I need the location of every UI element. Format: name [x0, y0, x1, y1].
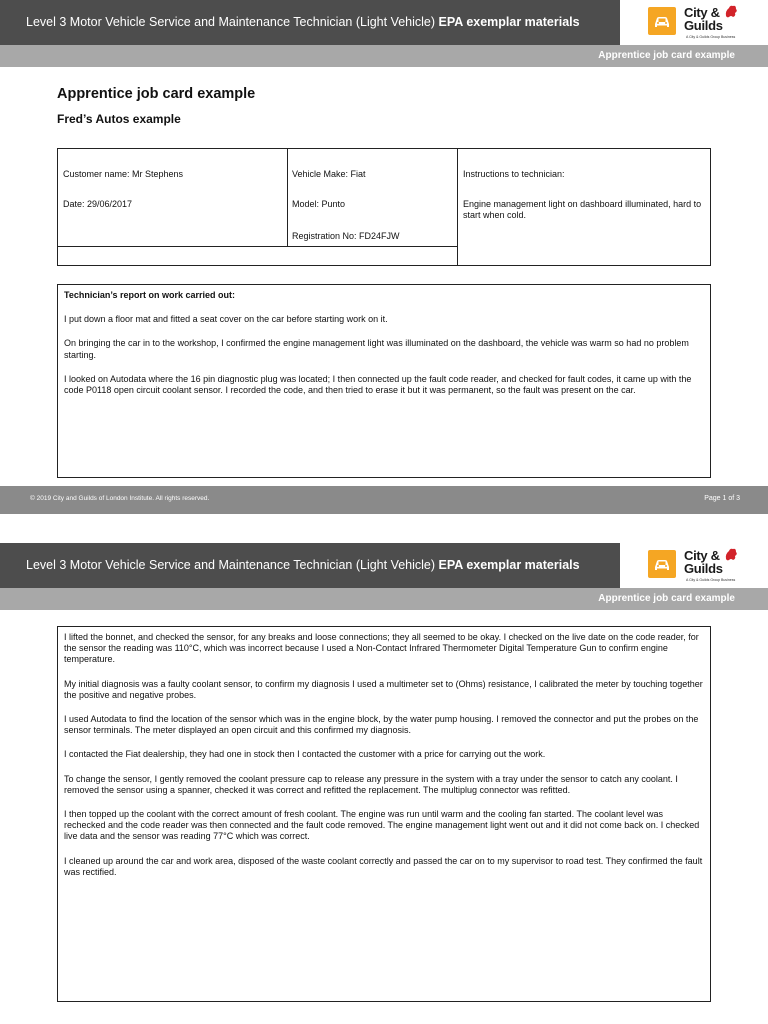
- car-icon: [648, 550, 676, 578]
- instructions-label: Instructions to technician:: [463, 169, 565, 179]
- page2-subbar: [0, 588, 768, 610]
- subbar-label: Apprentice job card example: [598, 50, 735, 61]
- logo-wordmark: City & Guilds: [684, 5, 723, 33]
- report-paragraph: I cleaned up around the car and work area, disposed of the waste coolant correctly and passed the car on to my supervisor to road test. They confirmed the fault was rectified.: [64, 855, 703, 877]
- page-number: Page 1 of 3: [704, 495, 740, 502]
- report-label: Technician’s report on work carried out:: [64, 290, 236, 300]
- city-guilds-logo: [620, 543, 768, 588]
- header-title: Level 3 Motor Vehicle Service and Maintenance Technician (Light Vehicle) EPA exemplar materials: [26, 15, 580, 29]
- report-paragraph: I used Autodata to find the location of the sensor which was in the engine block, by the water pump housing. I removed the connector and put the probes on the sensor terminals. The meter displayed an open circuit and this confirmed my diagnosis.: [64, 714, 699, 736]
- job-date: Date: 29/06/2017: [63, 199, 133, 209]
- customer-name: Customer name: Mr Stephens: [63, 169, 184, 179]
- subbar-label: Apprentice job card example: [598, 593, 735, 604]
- page-subtitle: Fred’s Autos example: [57, 112, 181, 126]
- vehicle-make: Vehicle Make: Fiat: [292, 169, 366, 179]
- logo-wordmark: City & Guilds: [684, 548, 723, 576]
- registration-number: Registration No: FD24FJW: [292, 231, 400, 241]
- report-paragraph: To change the sensor, I gently removed the coolant pressure cap to release any pressure in the system with a tray under the sensor to catch any coolant. I removed the sensor using a spanner, checked it was correct and refitted the replacement. The multiplug connector was refitted.: [64, 773, 678, 795]
- city-guilds-logo: [620, 0, 768, 45]
- header-title: Level 3 Motor Vehicle Service and Maintenance Technician (Light Vehicle) EPA exemplar materials: [26, 558, 580, 572]
- technician-report-continued-box: [57, 626, 711, 1002]
- page1-subbar: [0, 45, 768, 67]
- vehicle-model: Model: Punto: [292, 199, 346, 209]
- copyright-text: © 2019 City and Guilds of London Institute. All rights reserved.: [30, 495, 210, 502]
- report-paragraph: I put down a floor mat and fitted a seat cover on the car before starting work on it.: [64, 314, 388, 325]
- car-icon: [648, 7, 676, 35]
- report-paragraph: I then topped up the coolant with the correct amount of fresh coolant. The engine was run until warm and the cooling fan started. The coolant level was rechecked and the code reader was then connected and the fault code removed. The engine management light went out and it did not come back on. I checked live data and the sensor was reading 77°C which was correct.: [64, 809, 700, 842]
- page2-header: [0, 543, 768, 588]
- lion-icon: [723, 546, 739, 562]
- report-paragraph: On bringing the car in to the workshop, I confirmed the engine management light was illuminated on the dashboard, the vehicle was warm so had no problem starting.: [64, 338, 689, 360]
- logo-tagline: A City & Guilds Group Business: [686, 578, 736, 582]
- lion-icon: [723, 3, 739, 19]
- page1-header: [0, 0, 768, 45]
- report-paragraph: My initial diagnosis was a faulty coolant sensor, to confirm my diagnosis I used a multimeter set to (Ohms) resistance, I calibrated the meter by touching together the positive and negative probes.: [64, 678, 703, 700]
- report-paragraph: I contacted the Fiat dealership, they had one in stock then I contacted the customer with a price for carrying out the work.: [64, 749, 546, 760]
- instructions-text: Engine management light on dashboard illuminated, hard to start when cold.: [463, 199, 702, 220]
- page-footer: [0, 486, 768, 514]
- page-title: Apprentice job card example: [57, 86, 256, 102]
- logo-tagline: A City & Guilds Group Business: [686, 35, 736, 39]
- technician-report-box: [57, 284, 711, 478]
- job-card-table: [57, 148, 711, 266]
- report-paragraph: I looked on Autodata where the 16 pin diagnostic plug was located; I then connected up the fault code reader, and checked for fault codes, it came up with the code P0118 open circuit coolant sensor. I recorded the code, and then tried to erase it but it was permanent, so the fault was present on the car.: [64, 373, 692, 396]
- report-paragraph: I lifted the bonnet, and checked the sensor, for any breaks and loose connections; they all seemed to be okay. I checked on the live date on the code reader, for the sensor the reading was 110°C, which was incorrect because I used a Non-Contact Infrared Thermometer Digital Temperature Gun to confirm engine temperature.: [64, 632, 699, 665]
